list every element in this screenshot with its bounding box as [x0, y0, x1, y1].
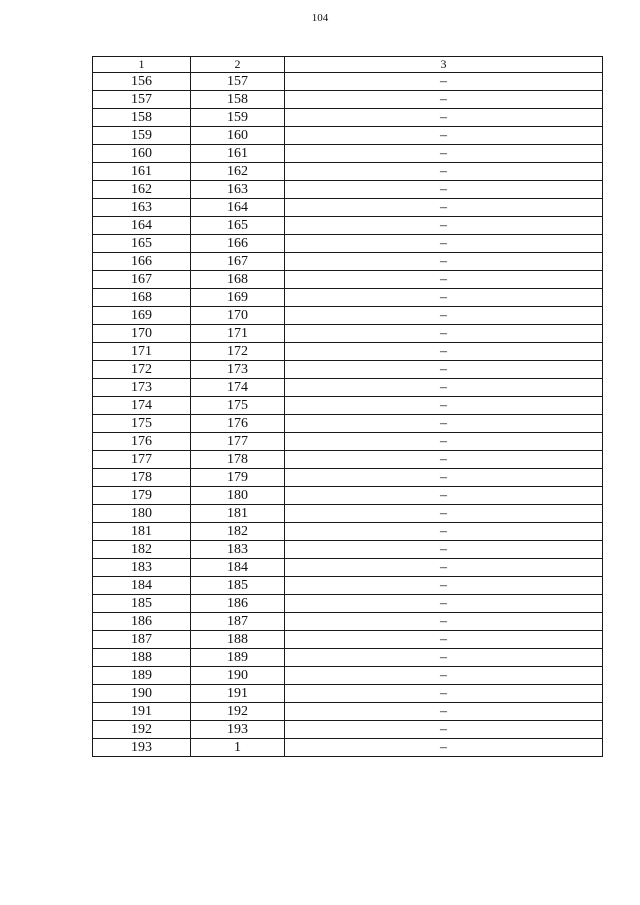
table-row [93, 127, 603, 145]
table-cell-col-2: 160 [191, 127, 285, 145]
table-row [93, 631, 603, 649]
table-cell-col-1: 164 [93, 217, 191, 235]
table-cell-col-2: 167 [191, 253, 285, 271]
table-cell-col-1: 182 [93, 541, 191, 559]
table-cell-col-2: 171 [191, 325, 285, 343]
table-cell-col-1: 166 [93, 253, 191, 271]
table-cell-col-3: – [285, 361, 603, 379]
table-cell-col-1: 168 [93, 289, 191, 307]
table-cell-col-2: 193 [191, 721, 285, 739]
table-cell-col-2: 166 [191, 235, 285, 253]
table-cell-col-3: – [285, 343, 603, 361]
column-header-3: 3 [285, 57, 603, 73]
table-cell-col-2: 184 [191, 559, 285, 577]
table-cell-col-2: 175 [191, 397, 285, 415]
table-row [93, 199, 603, 217]
table-row [93, 307, 603, 325]
table-row [93, 379, 603, 397]
table-cell-col-1: 184 [93, 577, 191, 595]
table-cell-col-2: 173 [191, 361, 285, 379]
table-cell-col-3: – [285, 217, 603, 235]
table-cell-col-1: 167 [93, 271, 191, 289]
table-cell-col-1: 158 [93, 109, 191, 127]
table-cell-col-2: 182 [191, 523, 285, 541]
column-header-1: 1 [93, 57, 191, 73]
table-row [93, 181, 603, 199]
table-cell-col-1: 189 [93, 667, 191, 685]
table-cell-col-1: 176 [93, 433, 191, 451]
table-cell-col-3: – [285, 253, 603, 271]
table-cell-col-2: 187 [191, 613, 285, 631]
table-cell-col-3: – [285, 595, 603, 613]
table-row [93, 739, 603, 757]
table-cell-col-3: – [285, 721, 603, 739]
table-cell-col-3: – [285, 73, 603, 91]
table-cell-col-2: 179 [191, 469, 285, 487]
table-cell-col-2: 157 [191, 73, 285, 91]
table-row [93, 289, 603, 307]
table-cell-col-3: – [285, 289, 603, 307]
table-cell-col-1: 160 [93, 145, 191, 163]
table-cell-col-3: – [285, 487, 603, 505]
table-cell-col-3: – [285, 505, 603, 523]
table-row [93, 433, 603, 451]
table-cell-col-2: 181 [191, 505, 285, 523]
column-header-2: 2 [191, 57, 285, 73]
table-cell-col-3: – [285, 667, 603, 685]
table-cell-col-1: 172 [93, 361, 191, 379]
table-cell-col-3: – [285, 559, 603, 577]
table-cell-col-3: – [285, 109, 603, 127]
table-cell-col-3: – [285, 181, 603, 199]
table-cell-col-1: 181 [93, 523, 191, 541]
table-cell-col-3: – [285, 739, 603, 757]
table-cell-col-3: – [285, 379, 603, 397]
table-row [93, 397, 603, 415]
table-cell-col-2: 191 [191, 685, 285, 703]
table-cell-col-2: 159 [191, 109, 285, 127]
table-row [93, 505, 603, 523]
table-cell-col-2: 163 [191, 181, 285, 199]
table-row [93, 253, 603, 271]
table-cell-col-1: 191 [93, 703, 191, 721]
table-cell-col-3: – [285, 577, 603, 595]
table-cell-col-2: 188 [191, 631, 285, 649]
table-body [93, 73, 603, 757]
table-cell-col-3: – [285, 325, 603, 343]
table-cell-col-2: 176 [191, 415, 285, 433]
table-row [93, 577, 603, 595]
table-row [93, 595, 603, 613]
table-row [93, 649, 603, 667]
table-cell-col-2: 162 [191, 163, 285, 181]
table-cell-col-1: 157 [93, 91, 191, 109]
table-cell-col-1: 159 [93, 127, 191, 145]
table-row [93, 343, 603, 361]
table-row [93, 91, 603, 109]
table-row [93, 73, 603, 91]
table-cell-col-3: – [285, 649, 603, 667]
table-cell-col-1: 163 [93, 199, 191, 217]
table-row [93, 235, 603, 253]
table-row [93, 613, 603, 631]
table-row [93, 559, 603, 577]
table-cell-col-1: 179 [93, 487, 191, 505]
table-cell-col-1: 165 [93, 235, 191, 253]
table-cell-col-3: – [285, 613, 603, 631]
table-header-row [93, 57, 603, 73]
table-cell-col-2: 180 [191, 487, 285, 505]
table-cell-col-3: – [285, 163, 603, 181]
table-cell-col-2: 189 [191, 649, 285, 667]
table-cell-col-3: – [285, 415, 603, 433]
table-cell-col-3: – [285, 469, 603, 487]
table-cell-col-2: 165 [191, 217, 285, 235]
table-cell-col-2: 161 [191, 145, 285, 163]
table-row [93, 451, 603, 469]
table-cell-col-2: 168 [191, 271, 285, 289]
table-cell-col-2: 186 [191, 595, 285, 613]
table-cell-col-2: 185 [191, 577, 285, 595]
table-cell-col-1: 180 [93, 505, 191, 523]
table-cell-col-1: 171 [93, 343, 191, 361]
table-cell-col-1: 187 [93, 631, 191, 649]
table-cell-col-3: – [285, 235, 603, 253]
table-cell-col-1: 173 [93, 379, 191, 397]
table-cell-col-1: 192 [93, 721, 191, 739]
table-cell-col-3: – [285, 433, 603, 451]
table-cell-col-1: 178 [93, 469, 191, 487]
table-cell-col-1: 156 [93, 73, 191, 91]
table-cell-col-3: – [285, 199, 603, 217]
table-row [93, 523, 603, 541]
table-row [93, 667, 603, 685]
table-row [93, 217, 603, 235]
table-cell-col-2: 192 [191, 703, 285, 721]
table-cell-col-1: 188 [93, 649, 191, 667]
table-cell-col-3: – [285, 127, 603, 145]
table-cell-col-3: – [285, 91, 603, 109]
table-cell-col-3: – [285, 451, 603, 469]
table-row [93, 487, 603, 505]
table-cell-col-1: 162 [93, 181, 191, 199]
table-row [93, 703, 603, 721]
table-row [93, 361, 603, 379]
data-table [92, 56, 603, 757]
table-row [93, 469, 603, 487]
table-row [93, 721, 603, 739]
table-cell-col-1: 169 [93, 307, 191, 325]
table-cell-col-2: 174 [191, 379, 285, 397]
table-cell-col-1: 185 [93, 595, 191, 613]
table-cell-col-2: 158 [191, 91, 285, 109]
page-number: 104 [311, 12, 329, 24]
table-cell-col-1: 190 [93, 685, 191, 703]
table-row [93, 145, 603, 163]
table-cell-col-1: 170 [93, 325, 191, 343]
table-cell-col-1: 193 [93, 739, 191, 757]
table-cell-col-2: 190 [191, 667, 285, 685]
table-cell-col-2: 164 [191, 199, 285, 217]
table-cell-col-3: – [285, 685, 603, 703]
table-row [93, 415, 603, 433]
table-row [93, 325, 603, 343]
table-cell-col-2: 170 [191, 307, 285, 325]
table-row [93, 685, 603, 703]
table-cell-col-1: 174 [93, 397, 191, 415]
table-cell-col-3: – [285, 397, 603, 415]
table-cell-col-3: – [285, 523, 603, 541]
table-cell-col-3: – [285, 271, 603, 289]
table-row [93, 109, 603, 127]
table-cell-col-2: 178 [191, 451, 285, 469]
table-cell-col-2: 169 [191, 289, 285, 307]
table-cell-col-3: – [285, 145, 603, 163]
table-cell-col-2: 183 [191, 541, 285, 559]
table-cell-col-3: – [285, 631, 603, 649]
table-cell-col-3: – [285, 307, 603, 325]
table-row [93, 163, 603, 181]
table-cell-col-2: 172 [191, 343, 285, 361]
table-cell-col-1: 183 [93, 559, 191, 577]
table-cell-col-1: 186 [93, 613, 191, 631]
table-row [93, 541, 603, 559]
table-row [93, 271, 603, 289]
table-cell-col-3: – [285, 541, 603, 559]
table-cell-col-1: 175 [93, 415, 191, 433]
table-cell-col-2: 177 [191, 433, 285, 451]
table-cell-col-1: 161 [93, 163, 191, 181]
table-cell-col-1: 177 [93, 451, 191, 469]
table-cell-col-2: 1 [191, 739, 285, 757]
table-cell-col-3: – [285, 703, 603, 721]
